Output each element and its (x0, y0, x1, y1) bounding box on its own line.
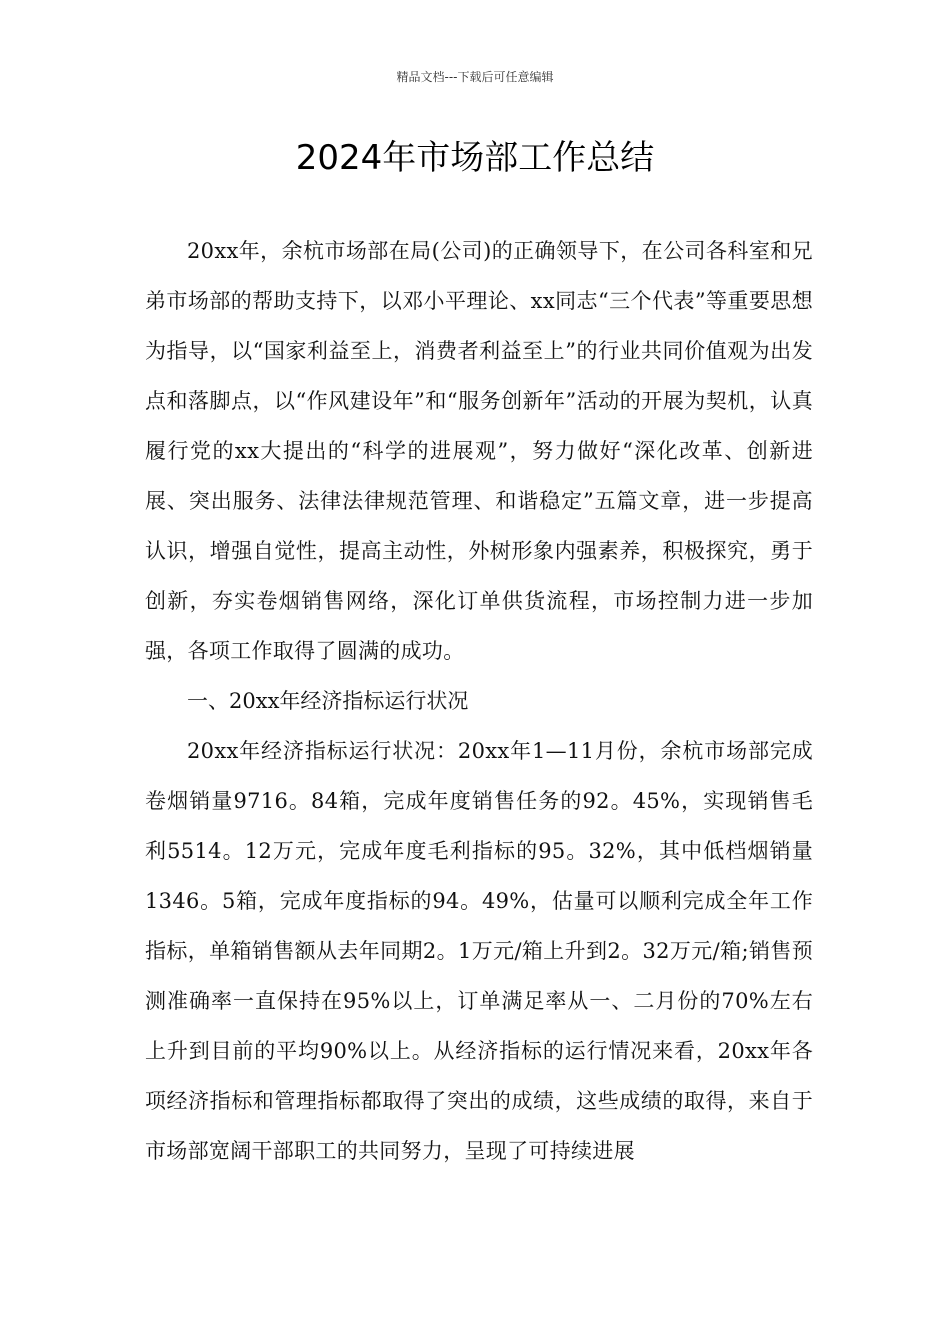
paragraph-economic-indicators: 20xx年经济指标运行状况：20xx年1—11月份，余杭市场部完成卷烟销量9716。84箱，完成年度销售任务的92。45%，实现销售毛利5514。12万元，完成年度毛利指标的95。32%，其中低档烟销量1346。5箱，完成年度指标的94。49%，估量可以顺利完成全年工作指标，单箱销售额从去年同期2。1万元/箱上升到2。32万元/箱;销售预测准确率一直保持在95%以上，订单满足率从一、二月份的70%左右上升到目前的平均90%以上。从经济指标的运行情况来看，20xx年各项经济指标和管理指标都取得了突出的成绩，这些成绩的取得，来自于市场部宽阔干部职工的共同努力，呈现了可持续进展 (145, 739, 813, 1163)
section-heading-economic-indicators: 一、20xx年经济指标运行状况 (187, 689, 469, 713)
document-body (145, 226, 813, 1176)
document-title: 2024年市场部工作总结 (295, 138, 655, 178)
header-note: 精品文档---下载后可任意编辑 (396, 70, 554, 84)
paragraph-intro: 20xx年，余杭市场部在局(公司)的正确领导下，在公司各科室和兄弟市场部的帮助支持下，以邓小平理论、xx同志“三个代表”等重要思想为指导，以“国家利益至上，消费者利益至上”的行业共同价值观为出发点和落脚点，以“作风建设年”和“服务创新年”活动的开展为契机，认真履行党的xx大提出的“科学的进展观”，努力做好“深化改革、创新进展、突出服务、法律法律规范管理、和谐稳定”五篇文章，进一步提高认识，增强自觉性，提高主动性，外树形象内强素养，积极探究，勇于创新，夯实卷烟销售网络，深化订单供货流程，市场控制力进一步加强，各项工作取得了圆满的成功。 (145, 239, 813, 663)
